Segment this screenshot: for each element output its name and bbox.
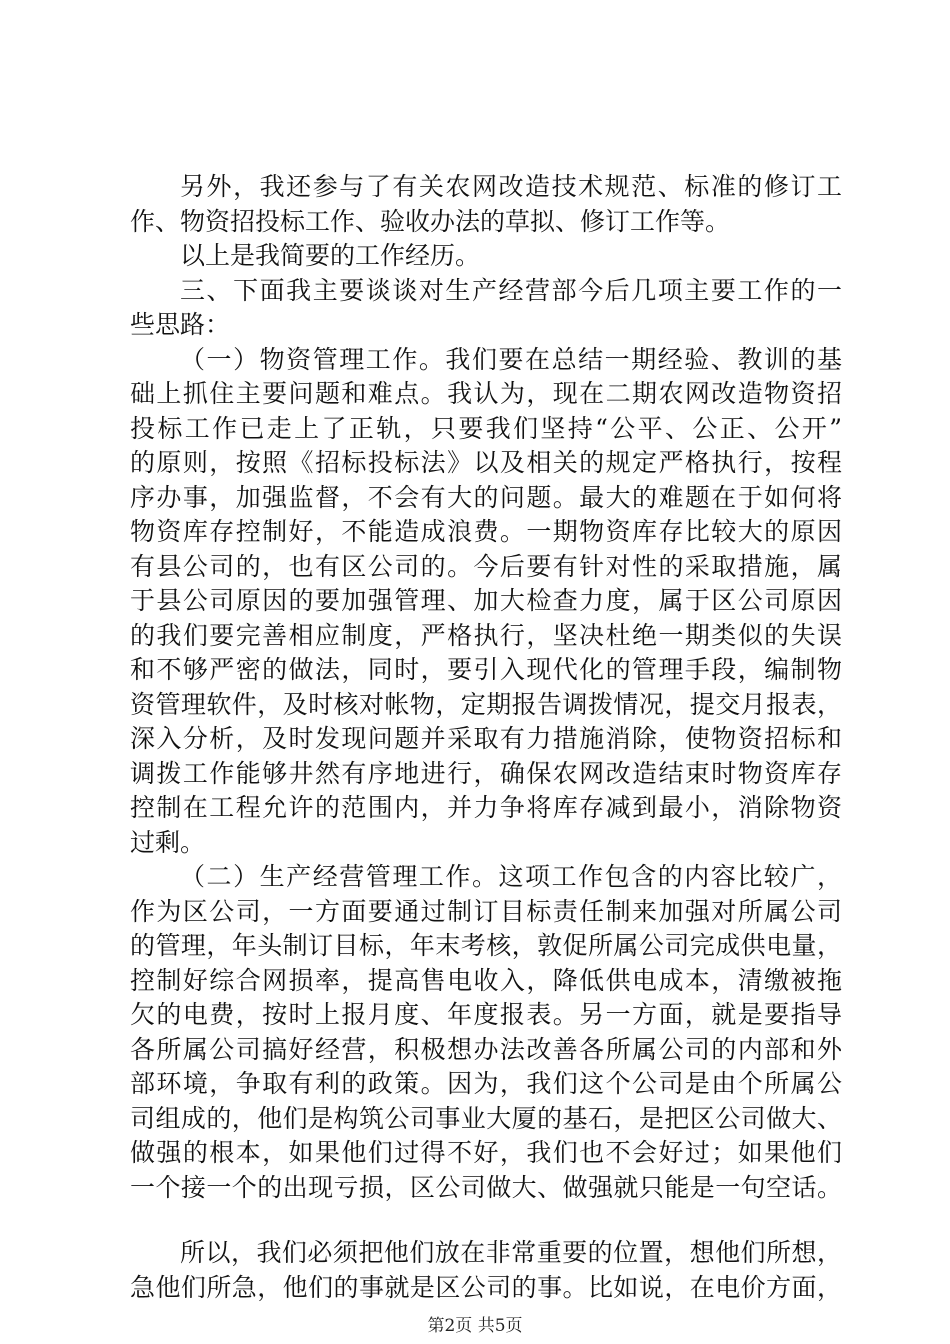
text-line: 作为区公司，一方面要通过制订目标责任制来加强对所属公司 bbox=[130, 896, 842, 926]
text-line: 础上抓住主要问题和难点。我认为，现在二期农网改造物资招 bbox=[130, 379, 842, 408]
paragraph bbox=[130, 274, 842, 343]
paragraph bbox=[130, 170, 842, 239]
text-line: 急他们所急，他们的事就是区公司的事。比如说，在电价方面， bbox=[130, 1272, 842, 1302]
text-line: 序办事，加强监督，不会有大的问题。最大的难题在于如何将 bbox=[130, 482, 842, 512]
text-line: （二）生产经营管理工作。这项工作包含的内容比较广， bbox=[180, 862, 842, 891]
text-line: 控制好综合网损率，提高售电收入，降低供电成本，清缴被拖 bbox=[130, 965, 842, 995]
text-line: 三、下面我主要谈谈对生产经营部今后几项主要工作的一 bbox=[180, 275, 842, 305]
paragraph bbox=[130, 1236, 842, 1305]
text-line: 投标工作已走上了正轨，只要我们坚持“公平、公正、公开” bbox=[130, 413, 842, 443]
text-line: 的原则，按照《招标投标法》以及相关的规定严格执行，按程 bbox=[130, 448, 842, 477]
text-line: 欠的电费，按时上报月度、年度报表。另一方面，就是要指导 bbox=[130, 1000, 842, 1029]
text-line: 调拨工作能够井然有序地进行，确保农网改造结束时物资库存 bbox=[130, 758, 842, 788]
text-line: 和不够严密的做法，同时，要引入现代化的管理手段，编制物 bbox=[130, 655, 842, 684]
text-line: 物资库存控制好，不能造成浪费。一期物资库存比较大的原因 bbox=[130, 517, 842, 546]
text-line: 有县公司的，也有区公司的。今后要有针对性的采取措施，属 bbox=[130, 551, 842, 581]
text-line: 资管理软件，及时核对帐物，定期报告调拨情况，提交月报表， bbox=[130, 689, 842, 719]
text-line: 以上是我简要的工作经历。 bbox=[180, 241, 481, 270]
paragraph bbox=[130, 239, 842, 274]
text-line: 各所属公司搞好经营，积极想办法改善各所属公司的内部和外 bbox=[130, 1034, 842, 1064]
text-line: 过剩。 bbox=[130, 827, 206, 857]
document-body bbox=[130, 170, 842, 1305]
page-number-footer: 第2页 共5页 bbox=[427, 1316, 523, 1336]
paragraph bbox=[130, 860, 842, 1205]
text-line: 些思路： bbox=[130, 310, 231, 339]
text-line: 的管理，年头制订目标，年末考核，敦促所属公司完成供电量， bbox=[130, 931, 842, 960]
text-line: 部环境，争取有利的政策。因为，我们这个公司是由个所属公 bbox=[130, 1069, 842, 1098]
text-line: 的我们要完善相应制度，严格执行，坚决杜绝一期类似的失误 bbox=[130, 620, 842, 650]
text-line: 深入分析，及时发现问题并采取有力措施消除，使物资招标和 bbox=[130, 724, 842, 753]
text-line: 作、物资招投标工作、验收办法的草拟、修订工作等。 bbox=[130, 206, 731, 236]
text-line: （一）物资管理工作。我们要在总结一期经验、教训的基 bbox=[180, 344, 842, 374]
text-line: 司组成的，他们是构筑公司事业大厦的基石，是把区公司做大、 bbox=[130, 1103, 842, 1133]
paragraph-gap bbox=[130, 1205, 842, 1236]
text-line: 做强的根本，如果他们过得不好，我们也不会好过；如果他们 bbox=[130, 1138, 842, 1167]
text-line: 控制在工程允许的范围内，并力争将库存减到最小，消除物资 bbox=[130, 793, 842, 822]
paragraph bbox=[130, 343, 842, 861]
text-line: 一个接一个的出现亏损，区公司做大、做强就只能是一句空话。 bbox=[130, 1172, 842, 1202]
text-line: 所以，我们必须把他们放在非常重要的位置，想他们所想， bbox=[180, 1238, 842, 1267]
text-line: 另外，我还参与了有关农网改造技术规范、标准的修订工 bbox=[180, 172, 842, 201]
text-line: 于县公司原因的要加强管理、加大检查力度，属于区公司原因 bbox=[130, 586, 842, 615]
